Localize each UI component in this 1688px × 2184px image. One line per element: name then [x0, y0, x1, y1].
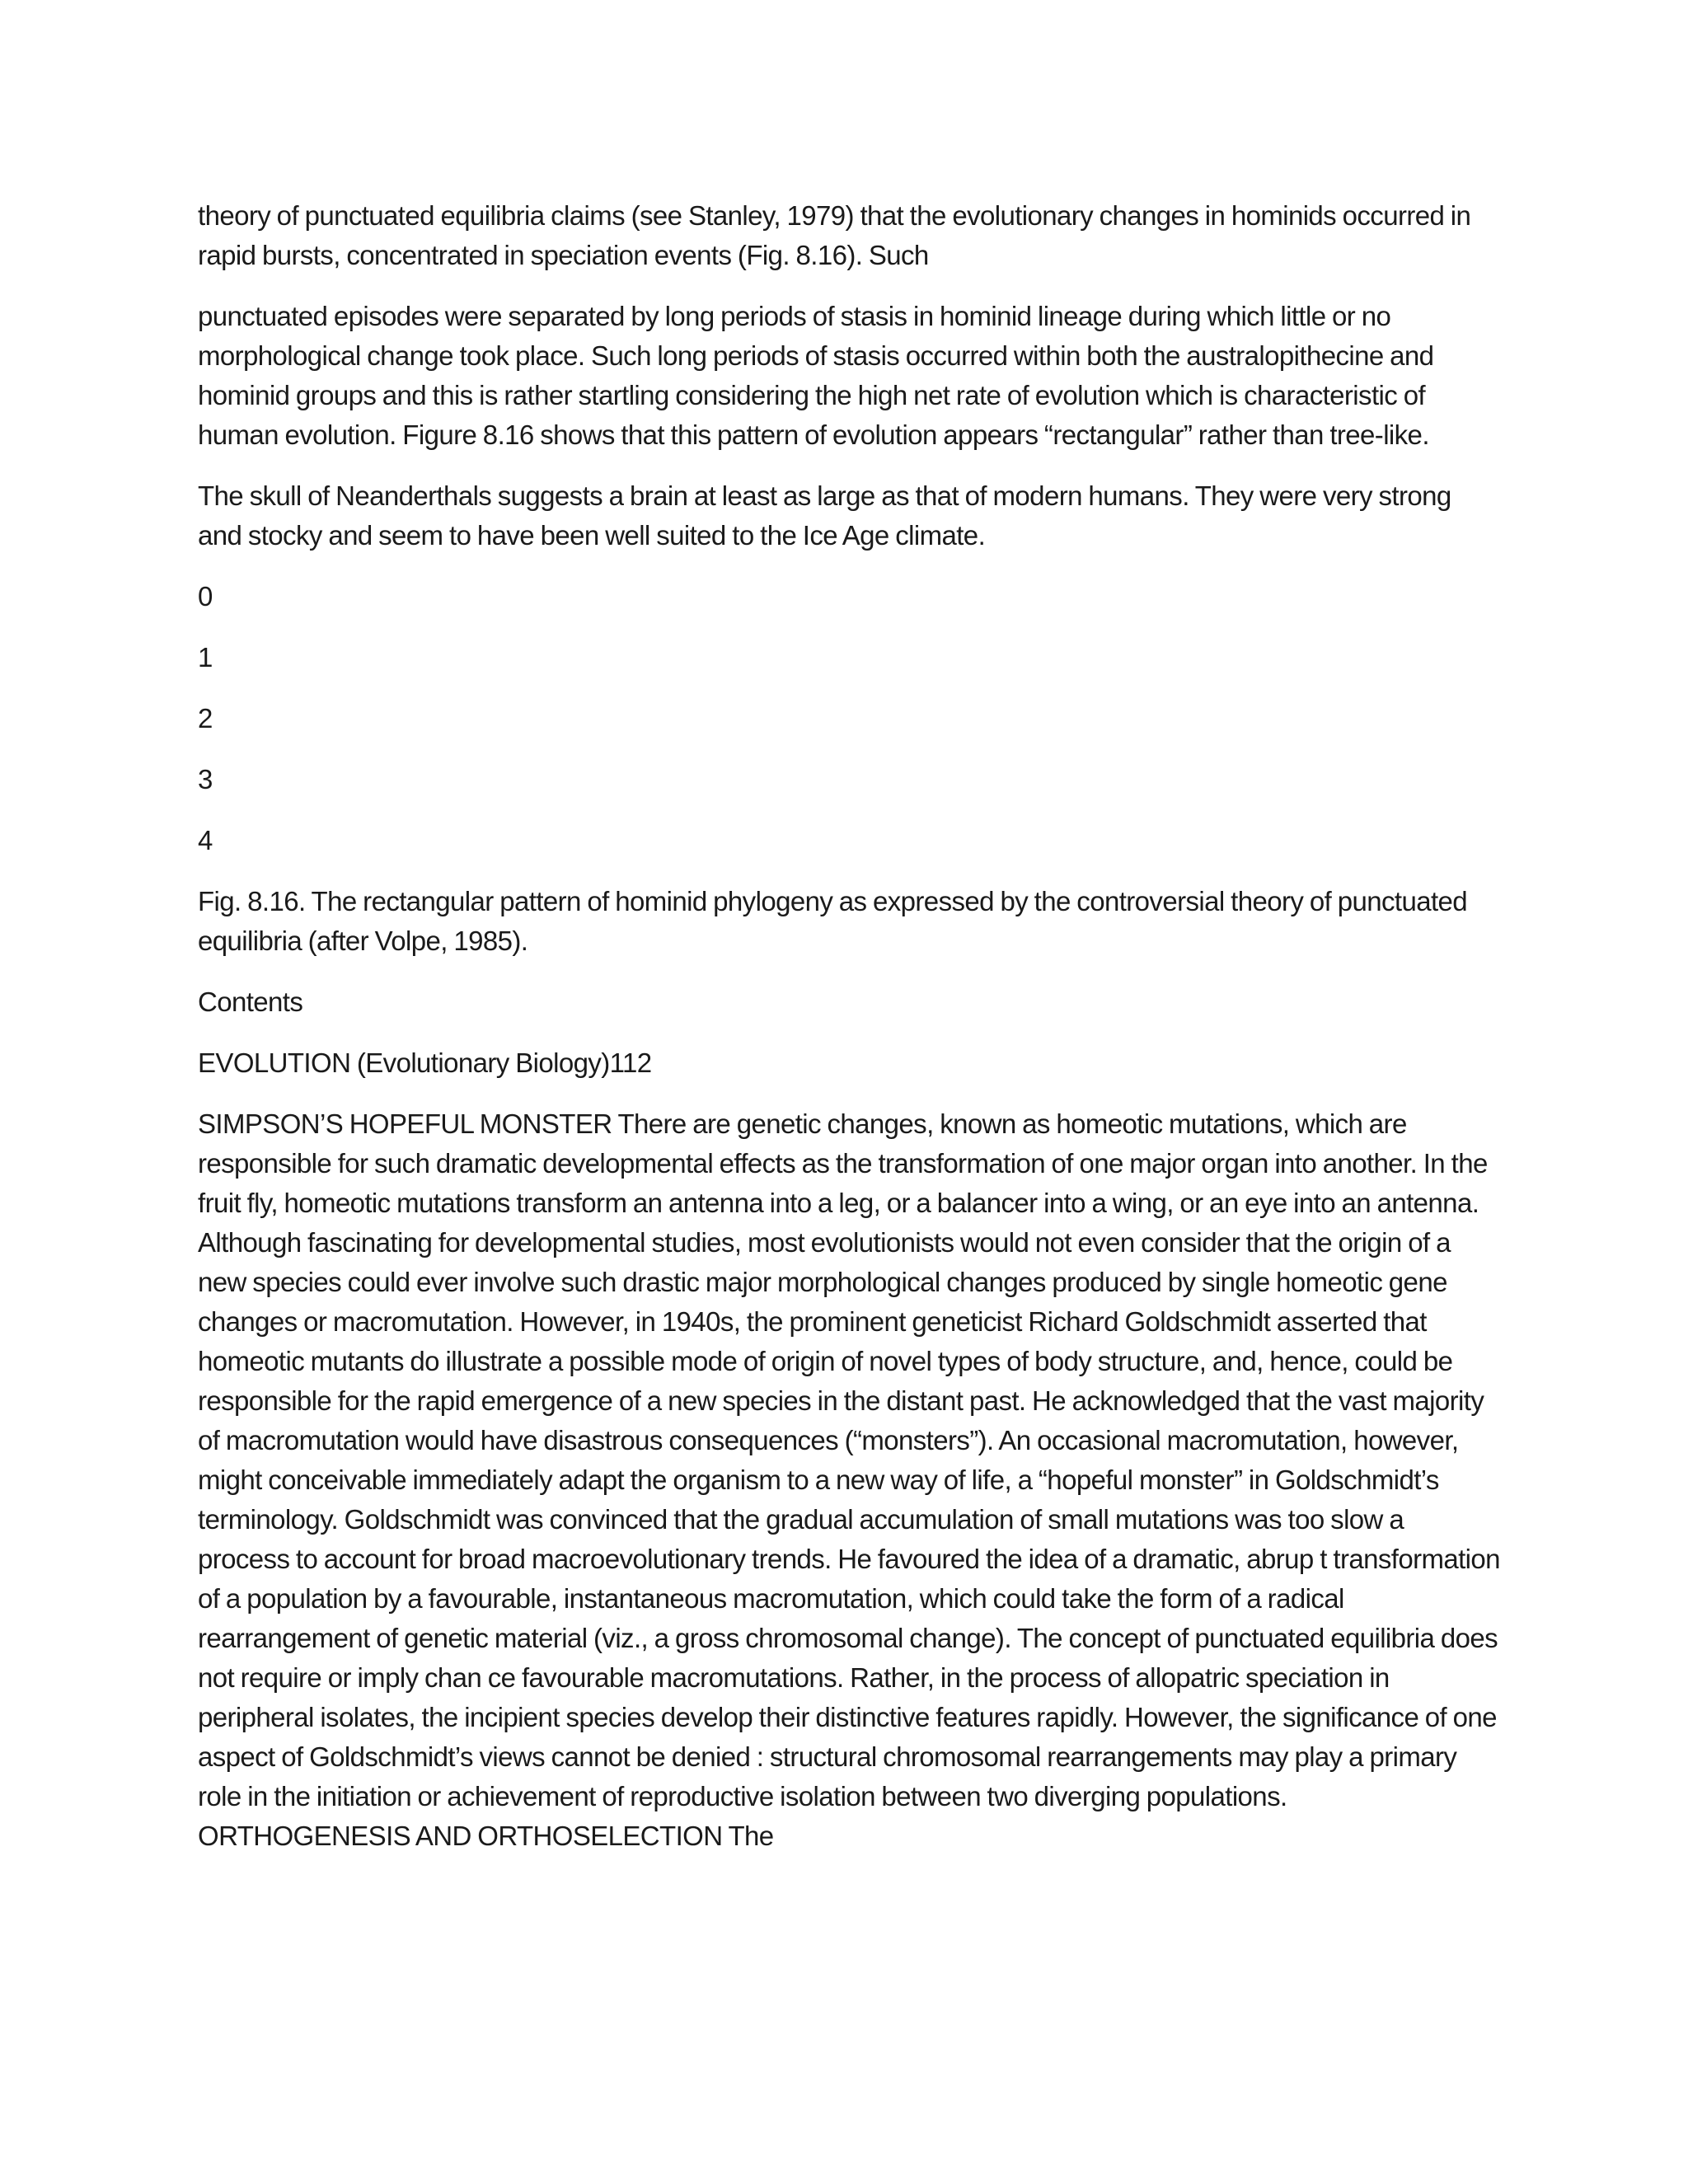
figure-axis-label-1: 1	[198, 642, 213, 673]
page-content	[198, 196, 1500, 1856]
paragraph-neanderthals: The skull of Neanderthals suggests a brain at least as large as that of modern humans. They were very strong and stocky and seem to have been well suited to the Ice Age climate.	[198, 480, 1451, 551]
figure-axis-label-4: 4	[198, 825, 213, 855]
figure-caption: Fig. 8.16. The rectangular pattern of hominid phylogeny as expressed by the controversial theory of punctuated equilibria (after Volpe, 1985).	[198, 886, 1468, 956]
figure-axis-label-0: 0	[198, 581, 213, 612]
figure-axis-label-2: 2	[198, 703, 213, 733]
paragraph-hopeful-monster: SIMPSON’S HOPEFUL MONSTER There are genetic changes, known as homeotic mutations, which are responsible for such dramatic developmental effects as the transformation of one major organ into another. In the fruit fly, homeotic mutations transform an antenna into a leg, or a balancer into a wing, or an eye into an antenna. Although fascinating for developmental studies, most evolutionists would not even consider that the origin of a new species could ever involve such drastic major morphological changes produced by single homeotic gene changes or macromutation. However, in 1940s, the prominent geneticist Richard Goldschmidt asserted that homeotic mutants do illustrate a possible mode of origin of novel types of body structure, and, hence, could be responsible for the rapid emergence of a new species in the distant past. He acknowledged that the vast majority of macromutation would have disastrous consequences (“monsters”). An occasional macromutation, however, might conceivable immediately adapt the organism to a new way of life, a “hopeful monster” in Goldschmidt’s terminology. Goldschmidt was convinced that the gradual accumulation of small mutations was too slow a process to account for broad macroevolutionary trends. He favoured the idea of a dramatic, abrup t transformation of a population by a favourable, instantaneous macromutation, which could take the form of a radical rearrangement of genetic material (viz., a gross chromosomal change). The concept of punctuated equilibria does not require or imply chan ce favourable macromutations. Rather, in the process of allopatric speciation in peripheral isolates, the incipient species develop their distinctive features rapidly. However, the significance of one aspect of Goldschmidt’s views cannot be denied : structural chromosomal rearrangements may play a primary role in the initiation or achievement of reproductive isolation between two diverging populations. ORTHOGENESIS AND ORTHOSELECTION The	[198, 1108, 1500, 1851]
running-header: EVOLUTION (Evolutionary Biology)112	[198, 1047, 652, 1078]
figure-axis-label-3: 3	[198, 764, 213, 794]
contents-link[interactable]: Contents	[198, 987, 303, 1017]
paragraph-punctuated-intro: theory of punctuated equilibria claims (see Stanley, 1979) that the evolutionary changes in hominids occurred in rapid bursts, concentrated in speciation events (Fig. 8.16). Such	[198, 200, 1471, 270]
paragraph-stasis: punctuated episodes were separated by long periods of stasis in hominid lineage during which little or no morphological change took place. Such long periods of stasis occurred within both the australopithecine and hominid groups and this is rather startling considering the high net rate of evolution which is characteristic of human evolution. Figure 8.16 shows that this pattern of evolution appears “rectangular” rather than tree-like.	[198, 301, 1434, 450]
